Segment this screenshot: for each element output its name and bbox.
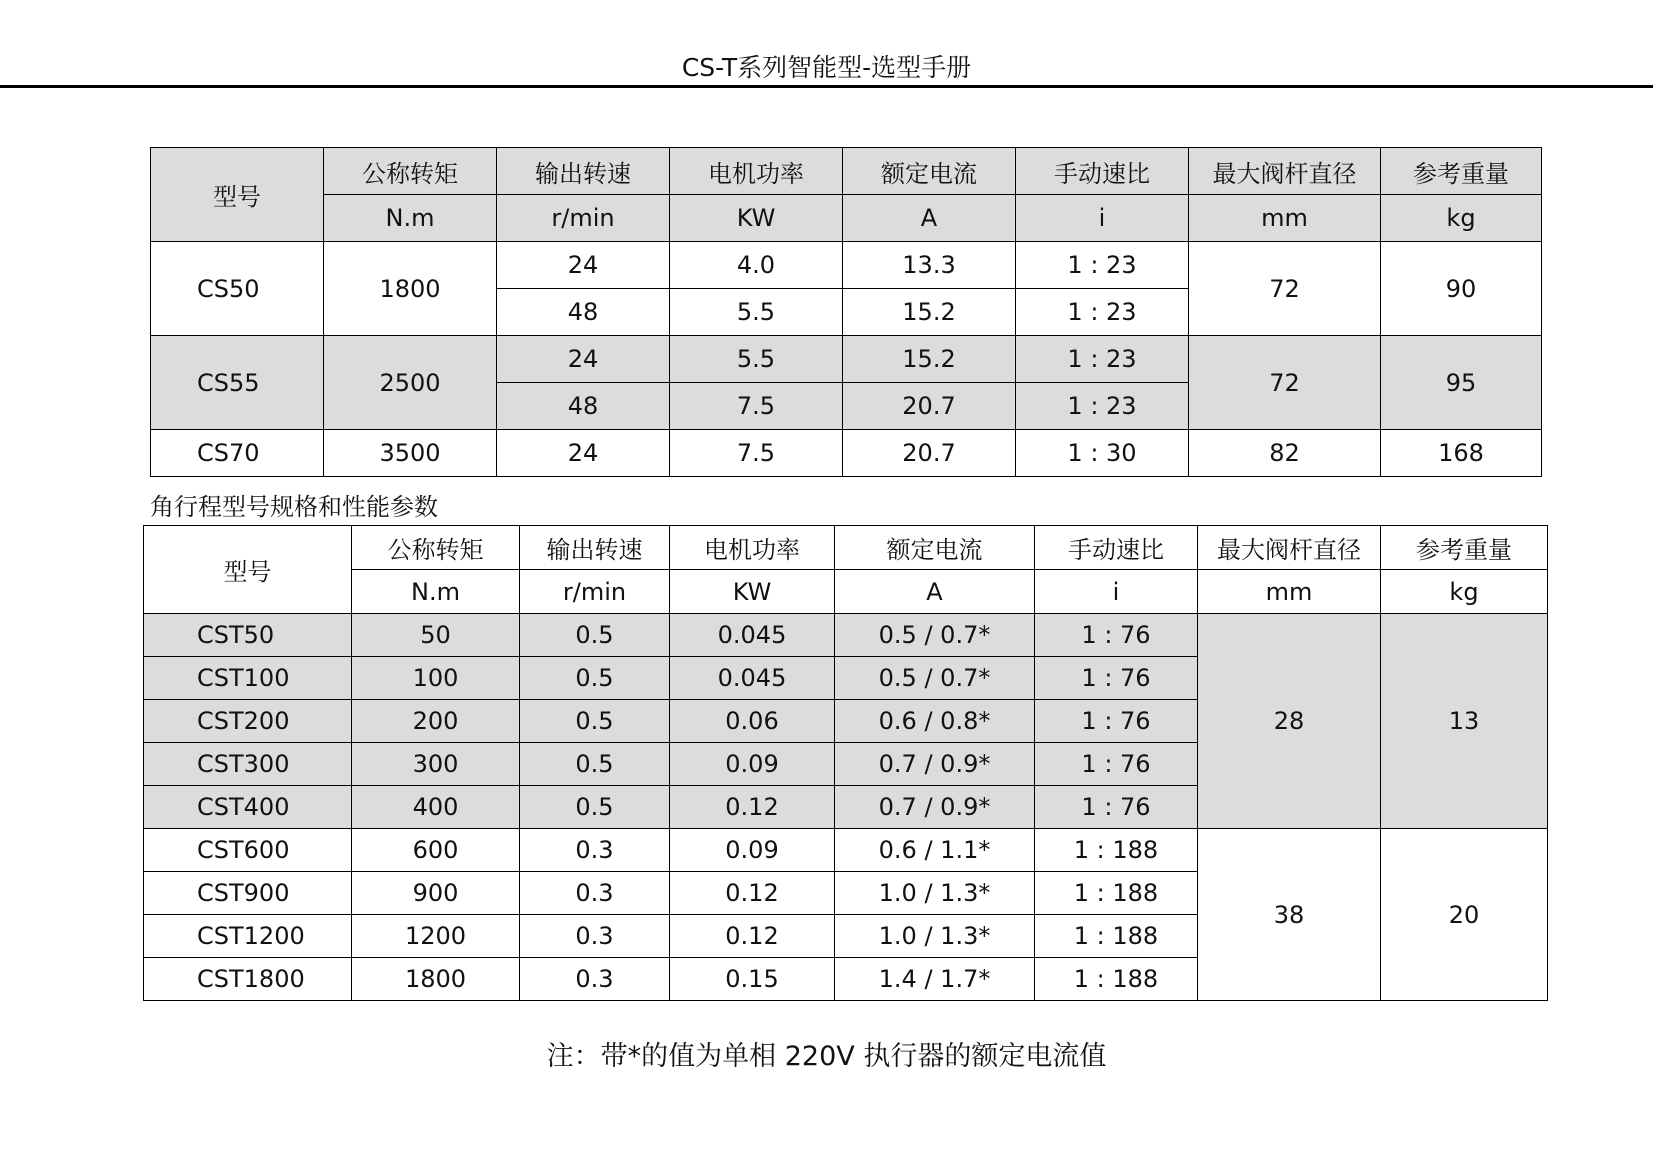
power-cell: 0.12: [670, 786, 835, 829]
ratio-cell: 1 : 23: [1016, 383, 1189, 430]
power-cell: 7.5: [670, 383, 843, 430]
current-cell: 1.0 / 1.3*: [835, 872, 1035, 915]
power-cell: 0.045: [670, 614, 835, 657]
power-cell: 0.045: [670, 657, 835, 700]
footnote: 注：带*的值为单相 220V 执行器的额定电流值: [546, 1041, 1107, 1072]
torque-cell: 1800: [324, 242, 497, 336]
model-cell: CST1200: [144, 915, 352, 958]
col-header-torque: 公称转矩: [324, 148, 497, 195]
ratio-cell: 1 : 188: [1035, 829, 1198, 872]
torque-cell: 1800: [352, 958, 520, 1001]
page-header-title: CS-T系列智能型-选型手册: [681, 53, 972, 82]
ratio-cell: 1 : 188: [1035, 872, 1198, 915]
power-cell: 0.15: [670, 958, 835, 1001]
power-cell: 0.06: [670, 700, 835, 743]
torque-cell: 3500: [324, 430, 497, 477]
table-row: [151, 430, 1542, 477]
model-cell: CS70: [151, 430, 324, 477]
col-header-current: 额定电流: [843, 148, 1016, 195]
speed-cell: 24: [497, 242, 670, 289]
torque-cell: 400: [352, 786, 520, 829]
unit-power: KW: [670, 570, 835, 614]
current-cell: 0.5 / 0.7*: [835, 614, 1035, 657]
table-header-row: [144, 526, 1548, 570]
current-cell: 0.5 / 0.7*: [835, 657, 1035, 700]
torque-cell: 300: [352, 743, 520, 786]
col-header-weight: 参考重量: [1381, 526, 1548, 570]
model-cell: CST200: [144, 700, 352, 743]
speed-cell: 48: [497, 383, 670, 430]
model-cell: CST50: [144, 614, 352, 657]
current-cell: 0.6 / 0.8*: [835, 700, 1035, 743]
col-header-ratio: 手动速比: [1016, 148, 1189, 195]
torque-cell: 900: [352, 872, 520, 915]
power-cell: 7.5: [670, 430, 843, 477]
torque-cell: 50: [352, 614, 520, 657]
diameter-cell: 82: [1189, 430, 1381, 477]
ratio-cell: 1 : 188: [1035, 915, 1198, 958]
weight-cell: 95: [1381, 336, 1542, 430]
table-row: [151, 242, 1542, 289]
power-cell: 4.0: [670, 242, 843, 289]
current-cell: 1.0 / 1.3*: [835, 915, 1035, 958]
torque-cell: 600: [352, 829, 520, 872]
col-header-current: 额定电流: [835, 526, 1035, 570]
unit-speed: r/min: [520, 570, 670, 614]
col-header-speed: 输出转速: [520, 526, 670, 570]
unit-power: KW: [670, 195, 843, 242]
speed-cell: 0.3: [520, 829, 670, 872]
unit-diameter: mm: [1189, 195, 1381, 242]
speed-cell: 24: [497, 336, 670, 383]
ratio-cell: 1 : 76: [1035, 743, 1198, 786]
model-cell: CST1800: [144, 958, 352, 1001]
torque-cell: 200: [352, 700, 520, 743]
diameter-cell: 38: [1198, 829, 1381, 1001]
model-cell: CST600: [144, 829, 352, 872]
spec-table-angular: [143, 525, 1548, 1001]
power-cell: 5.5: [670, 336, 843, 383]
table-row: [144, 829, 1548, 872]
unit-current: A: [835, 570, 1035, 614]
model-cell: CST400: [144, 786, 352, 829]
diameter-cell: 72: [1189, 336, 1381, 430]
col-header-diameter: 最大阀杆直径: [1198, 526, 1381, 570]
table-header-row: [151, 148, 1542, 195]
power-cell: 0.09: [670, 743, 835, 786]
unit-diameter: mm: [1198, 570, 1381, 614]
speed-cell: 0.3: [520, 958, 670, 1001]
col-header-model: 型号: [144, 526, 352, 614]
ratio-cell: 1 : 76: [1035, 786, 1198, 829]
model-cell: CST100: [144, 657, 352, 700]
power-cell: 5.5: [670, 289, 843, 336]
speed-cell: 24: [497, 430, 670, 477]
model-cell: CST300: [144, 743, 352, 786]
current-cell: 0.7 / 0.9*: [835, 786, 1035, 829]
speed-cell: 0.5: [520, 614, 670, 657]
spec-table-linear: [150, 147, 1542, 477]
torque-cell: 2500: [324, 336, 497, 430]
col-header-model: 型号: [151, 148, 324, 242]
weight-cell: 168: [1381, 430, 1542, 477]
table-row: [144, 614, 1548, 657]
weight-cell: 20: [1381, 829, 1548, 1001]
model-cell: CS55: [151, 336, 324, 430]
unit-torque: N.m: [324, 195, 497, 242]
table-units-row: [151, 195, 1542, 242]
unit-current: A: [843, 195, 1016, 242]
table-units-row: [144, 570, 1548, 614]
weight-cell: 90: [1381, 242, 1542, 336]
col-header-power: 电机功率: [670, 526, 835, 570]
ratio-cell: 1 : 23: [1016, 289, 1189, 336]
power-cell: 0.09: [670, 829, 835, 872]
col-header-ratio: 手动速比: [1035, 526, 1198, 570]
table-row: [151, 336, 1542, 383]
torque-cell: 1200: [352, 915, 520, 958]
ratio-cell: 1 : 23: [1016, 242, 1189, 289]
unit-speed: r/min: [497, 195, 670, 242]
ratio-cell: 1 : 76: [1035, 700, 1198, 743]
speed-cell: 0.5: [520, 657, 670, 700]
power-cell: 0.12: [670, 915, 835, 958]
col-header-diameter: 最大阀杆直径: [1189, 148, 1381, 195]
table-caption: 角行程型号规格和性能参数: [150, 493, 438, 521]
speed-cell: 0.5: [520, 743, 670, 786]
torque-cell: 100: [352, 657, 520, 700]
current-cell: 0.7 / 0.9*: [835, 743, 1035, 786]
current-cell: 1.4 / 1.7*: [835, 958, 1035, 1001]
unit-ratio: i: [1035, 570, 1198, 614]
current-cell: 13.3: [843, 242, 1016, 289]
current-cell: 15.2: [843, 336, 1016, 383]
unit-torque: N.m: [352, 570, 520, 614]
header-rule: [0, 85, 1653, 88]
speed-cell: 0.3: [520, 872, 670, 915]
col-header-speed: 输出转速: [497, 148, 670, 195]
col-header-weight: 参考重量: [1381, 148, 1542, 195]
ratio-cell: 1 : 76: [1035, 614, 1198, 657]
diameter-cell: 28: [1198, 614, 1381, 829]
diameter-cell: 72: [1189, 242, 1381, 336]
current-cell: 0.6 / 1.1*: [835, 829, 1035, 872]
power-cell: 0.12: [670, 872, 835, 915]
unit-ratio: i: [1016, 195, 1189, 242]
model-cell: CS50: [151, 242, 324, 336]
speed-cell: 0.5: [520, 700, 670, 743]
ratio-cell: 1 : 23: [1016, 336, 1189, 383]
ratio-cell: 1 : 30: [1016, 430, 1189, 477]
unit-weight: kg: [1381, 570, 1548, 614]
speed-cell: 0.5: [520, 786, 670, 829]
model-cell: CST900: [144, 872, 352, 915]
unit-weight: kg: [1381, 195, 1542, 242]
ratio-cell: 1 : 188: [1035, 958, 1198, 1001]
col-header-torque: 公称转矩: [352, 526, 520, 570]
current-cell: 20.7: [843, 430, 1016, 477]
col-header-power: 电机功率: [670, 148, 843, 195]
ratio-cell: 1 : 76: [1035, 657, 1198, 700]
current-cell: 20.7: [843, 383, 1016, 430]
weight-cell: 13: [1381, 614, 1548, 829]
speed-cell: 0.3: [520, 915, 670, 958]
current-cell: 15.2: [843, 289, 1016, 336]
speed-cell: 48: [497, 289, 670, 336]
